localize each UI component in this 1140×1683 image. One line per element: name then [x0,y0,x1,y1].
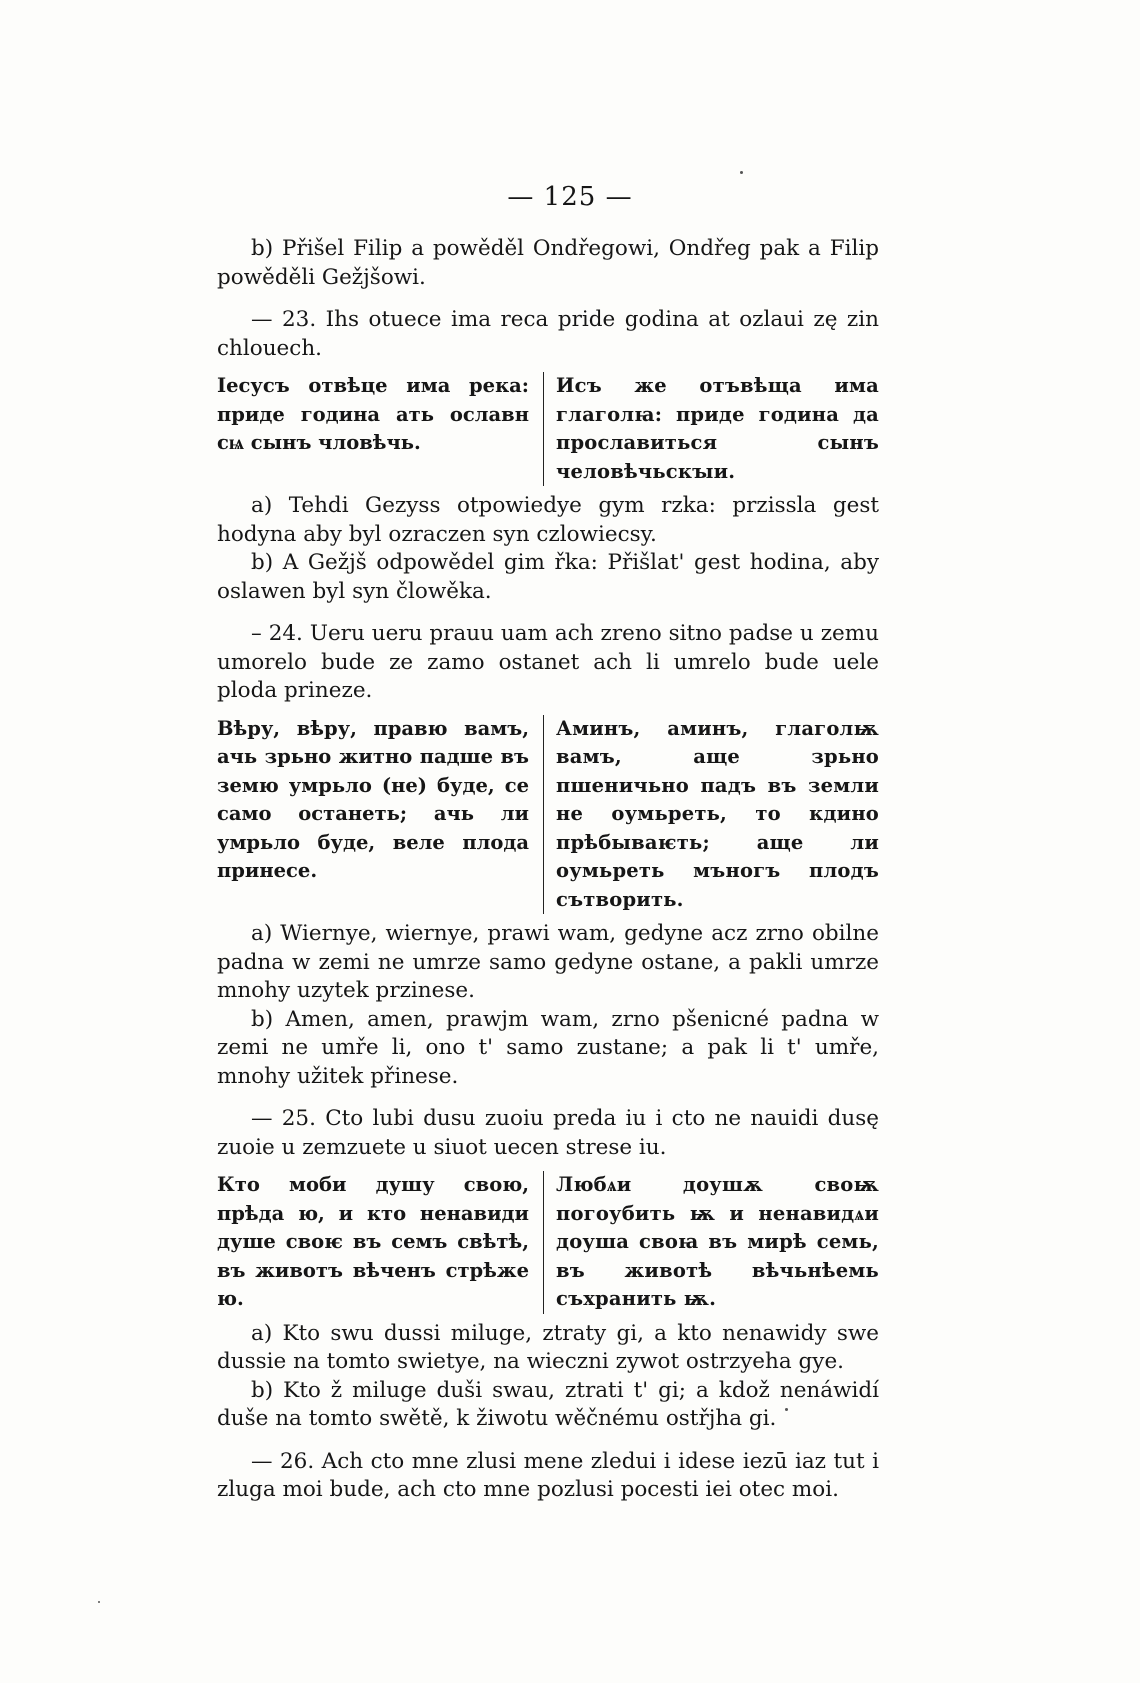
verse-23-parallel-columns [217,372,879,486]
verse-26-latin: — 26. Ach cto mne zlusi mene zledui i idese iezū iaz tut i zluga moi bude, ach cto mne pozlusi pocesti iei otec moi. [217,1448,879,1502]
verse-23 [217,306,879,606]
page-number: — 125 — [507,182,633,212]
verse-24-czech-b: b) Amen, amen, prawjm wam, zrno pšenicné padna w zemi ne umře li, ono t' samo zustane; a pak li t' umře, mnohy užitek přinese. [217,1006,879,1089]
verse-23-left-column: Іесусъ отвѣце има река: приде година ать ославн сѩ сынъ чловѣчь. [217,374,529,454]
verse-25 [217,1105,879,1434]
verse-25-parallel-columns [217,1171,879,1314]
verse-23-latin: — 23. Ihs otuece ima reca pride godina at ozlaui zę zin chlouech. [217,307,879,361]
scan-speck [785,1408,788,1411]
verse-24-czech-a: a) Wiernye, wiernye, prawi wam, gedyne acz zrno obilne padna w zemi ne umrze samo gedyne ostane, a pakli umrze mnohy uzytek przinese. [217,921,879,1003]
verse-22-czech-b: b) Přišel Filip a powěděl Ondřegowi, Ondřeg pak a Filip powěděli Gežjšowi. [217,236,879,290]
scan-speck [98,1601,100,1603]
verse-25-right-column: Любѧи доушѫ своѭ погоубить ѭ и ненавидѧи доуша своꙗ въ мирѣ семь, въ животѣ вѣчьнѣемь съхранить ѭ. [543,1171,879,1314]
page-body [217,235,879,1505]
verse-25-latin: — 25. Cto lubi dusu zuoiu preda iu i cto ne nauidi dusę zuoie u zemzuete u siuot uecen strese iu. [217,1106,879,1160]
verse-23-right-column: Исъ же отъвѣща има глаголꙗ: приде година да прославиться сынъ человѣчьскꙑи. [543,372,879,486]
verse-25-czech-a: a) Kto swu dussi miluge, ztraty gi, a kto nenawidy swe dussie na tomto swietye, na wieczni zywot ostrzyeha gye. [217,1320,879,1374]
verse-23-czech-b: b) A Gežjš odpowědel gim řka: Přišlat' gest hodina, aby oslawen byl syn člowěka. [217,550,879,604]
verse-24-latin: – 24. Ueru ueru prauu uam ach zreno sitno padse u zemu umorelo bude ze zamo ostanet ach li umrelo bude uele ploda prineze. [217,621,879,703]
verse-24 [217,620,879,1091]
verse-26 [217,1448,879,1505]
verse-23-czech-a: a) Tehdi Gezyss otpowiedye gym rzka: przissla gest hodyna aby byl ozraczen syn czlowiecsy. [217,493,879,547]
verse-24-left-column: Вѣру, вѣру, правю вамъ, ачь зрьно житно падше въ земю умрьло (не) буде, се само останеть; ачь ли умрьло буде, веле плода принесе. [217,716,529,882]
scan-speck [740,171,743,174]
verse-25-left-column: Кто моби душу свою, прѣда ю, и кто ненавиди душе своѥ въ семъ свѣтѣ, въ животъ вѣченъ стрѣже ю. [217,1173,529,1310]
verse-24-right-column: Аминъ, аминъ, глаголѭ вамъ, аще зрьно пшеничьно падъ въ земли не оумьреть, то кдино прѣбываѥть; аще ли оумьреть мъногъ плодъ сътворить. [543,715,879,915]
verse-25-czech-b: b) Kto ž miluge duši swau, ztrati t' gi; a kdož nenáwidí duše na tomto swětě, k žiwotu wěčnému ostřjha gi. [217,1377,879,1431]
verse-24-parallel-columns [217,715,879,915]
